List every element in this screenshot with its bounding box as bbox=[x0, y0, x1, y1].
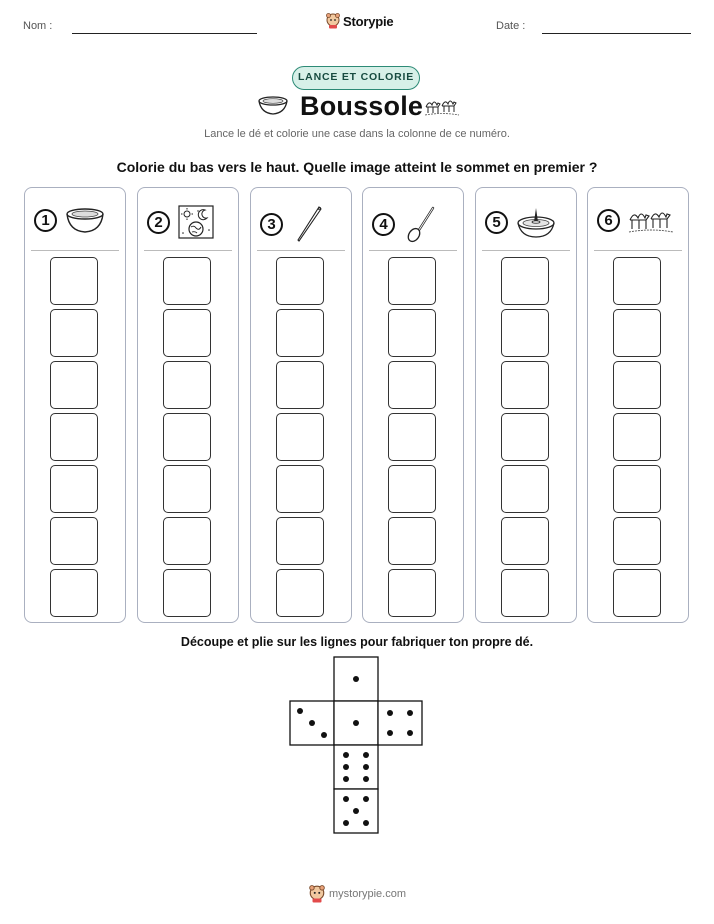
color-box[interactable] bbox=[613, 569, 661, 617]
pip bbox=[309, 720, 315, 726]
color-box[interactable] bbox=[388, 309, 436, 357]
color-box[interactable] bbox=[501, 361, 549, 409]
date-line bbox=[542, 33, 691, 34]
column-divider bbox=[31, 250, 119, 251]
water-compass-icon bbox=[516, 205, 556, 239]
pip bbox=[363, 820, 369, 826]
column-number: 2 bbox=[147, 211, 170, 234]
color-box[interactable] bbox=[276, 309, 324, 357]
column-number: 3 bbox=[260, 213, 283, 236]
pip bbox=[407, 730, 413, 736]
column-4 bbox=[362, 187, 464, 623]
needle-icon bbox=[291, 205, 327, 243]
spoon-icon bbox=[403, 205, 439, 243]
color-box[interactable] bbox=[501, 465, 549, 513]
brand-name: Storypie bbox=[343, 13, 394, 29]
column-number: 4 bbox=[372, 213, 395, 236]
color-box[interactable] bbox=[388, 257, 436, 305]
pip bbox=[407, 710, 413, 716]
bowl-icon bbox=[65, 205, 105, 235]
color-box[interactable] bbox=[163, 309, 211, 357]
column-2 bbox=[137, 187, 239, 623]
color-box[interactable] bbox=[163, 517, 211, 565]
color-box[interactable] bbox=[163, 361, 211, 409]
pip bbox=[387, 730, 393, 736]
color-box[interactable] bbox=[388, 517, 436, 565]
column-1 bbox=[24, 187, 126, 623]
storypie-mascot-icon bbox=[326, 13, 340, 29]
column-6 bbox=[587, 187, 689, 623]
footer bbox=[309, 885, 406, 903]
pip bbox=[353, 808, 359, 814]
column-divider bbox=[144, 250, 232, 251]
color-box[interactable] bbox=[613, 257, 661, 305]
column-divider bbox=[482, 250, 570, 251]
coloring-instruction: Colorie du bas vers le haut. Quelle image atteint le sommet en premier ? bbox=[116, 159, 598, 175]
color-box[interactable] bbox=[501, 569, 549, 617]
color-box[interactable] bbox=[613, 413, 661, 461]
pip bbox=[343, 796, 349, 802]
color-box[interactable] bbox=[50, 517, 98, 565]
color-box[interactable] bbox=[50, 309, 98, 357]
activity-badge: LANCE ET COLORIE bbox=[292, 66, 420, 90]
die-face-lower bbox=[334, 745, 378, 789]
pip bbox=[343, 776, 349, 782]
pip bbox=[343, 820, 349, 826]
pip bbox=[297, 708, 303, 714]
dice-instruction: Découpe et plie sur les lignes pour fabriquer ton propre dé. bbox=[180, 635, 534, 649]
color-box[interactable] bbox=[276, 413, 324, 461]
color-box[interactable] bbox=[163, 257, 211, 305]
color-box[interactable] bbox=[276, 257, 324, 305]
color-box[interactable] bbox=[276, 361, 324, 409]
color-box[interactable] bbox=[163, 413, 211, 461]
column-number: 6 bbox=[597, 209, 620, 232]
pip bbox=[363, 796, 369, 802]
camel-caravan-icon bbox=[628, 205, 674, 235]
color-box[interactable] bbox=[388, 569, 436, 617]
pip bbox=[363, 752, 369, 758]
column-number: 1 bbox=[34, 209, 57, 232]
column-divider bbox=[594, 250, 682, 251]
color-box[interactable] bbox=[50, 361, 98, 409]
sun-moon-earth-icon bbox=[178, 205, 214, 239]
column-5 bbox=[475, 187, 577, 623]
pip bbox=[363, 764, 369, 770]
column-3 bbox=[250, 187, 352, 623]
color-box[interactable] bbox=[276, 465, 324, 513]
pip bbox=[387, 710, 393, 716]
column-number: 5 bbox=[485, 211, 508, 234]
color-box[interactable] bbox=[276, 517, 324, 565]
pip bbox=[363, 776, 369, 782]
color-box[interactable] bbox=[613, 361, 661, 409]
color-box[interactable] bbox=[501, 517, 549, 565]
camel-caravan-icon bbox=[424, 95, 460, 117]
color-box[interactable] bbox=[501, 413, 549, 461]
color-box[interactable] bbox=[388, 465, 436, 513]
color-box[interactable] bbox=[613, 309, 661, 357]
subtitle: Lance le dé et colorie une case dans la colonne de ce numéro. bbox=[204, 128, 510, 140]
dice-net bbox=[289, 656, 427, 836]
page-title: Boussole bbox=[300, 91, 424, 121]
color-box[interactable] bbox=[613, 465, 661, 513]
bowl-icon bbox=[257, 95, 289, 117]
brand-logo bbox=[326, 13, 393, 29]
color-box[interactable] bbox=[276, 569, 324, 617]
color-box[interactable] bbox=[388, 413, 436, 461]
color-box[interactable] bbox=[388, 361, 436, 409]
color-box[interactable] bbox=[613, 517, 661, 565]
color-box[interactable] bbox=[50, 569, 98, 617]
column-divider bbox=[257, 250, 345, 251]
pip bbox=[353, 720, 359, 726]
color-box[interactable] bbox=[50, 465, 98, 513]
color-box[interactable] bbox=[50, 413, 98, 461]
footer-url[interactable]: mystorypie.com bbox=[329, 888, 407, 900]
pip bbox=[353, 676, 359, 682]
color-box[interactable] bbox=[163, 465, 211, 513]
color-box[interactable] bbox=[50, 257, 98, 305]
pip bbox=[321, 732, 327, 738]
die-face-right bbox=[378, 701, 422, 745]
color-box[interactable] bbox=[501, 257, 549, 305]
pip bbox=[343, 764, 349, 770]
date-label: Date : bbox=[496, 20, 526, 32]
color-box[interactable] bbox=[163, 569, 211, 617]
name-label: Nom : bbox=[23, 20, 53, 32]
storypie-mascot-icon bbox=[309, 885, 325, 903]
color-box[interactable] bbox=[501, 309, 549, 357]
name-line bbox=[72, 33, 257, 34]
column-divider bbox=[369, 250, 457, 251]
pip bbox=[343, 752, 349, 758]
